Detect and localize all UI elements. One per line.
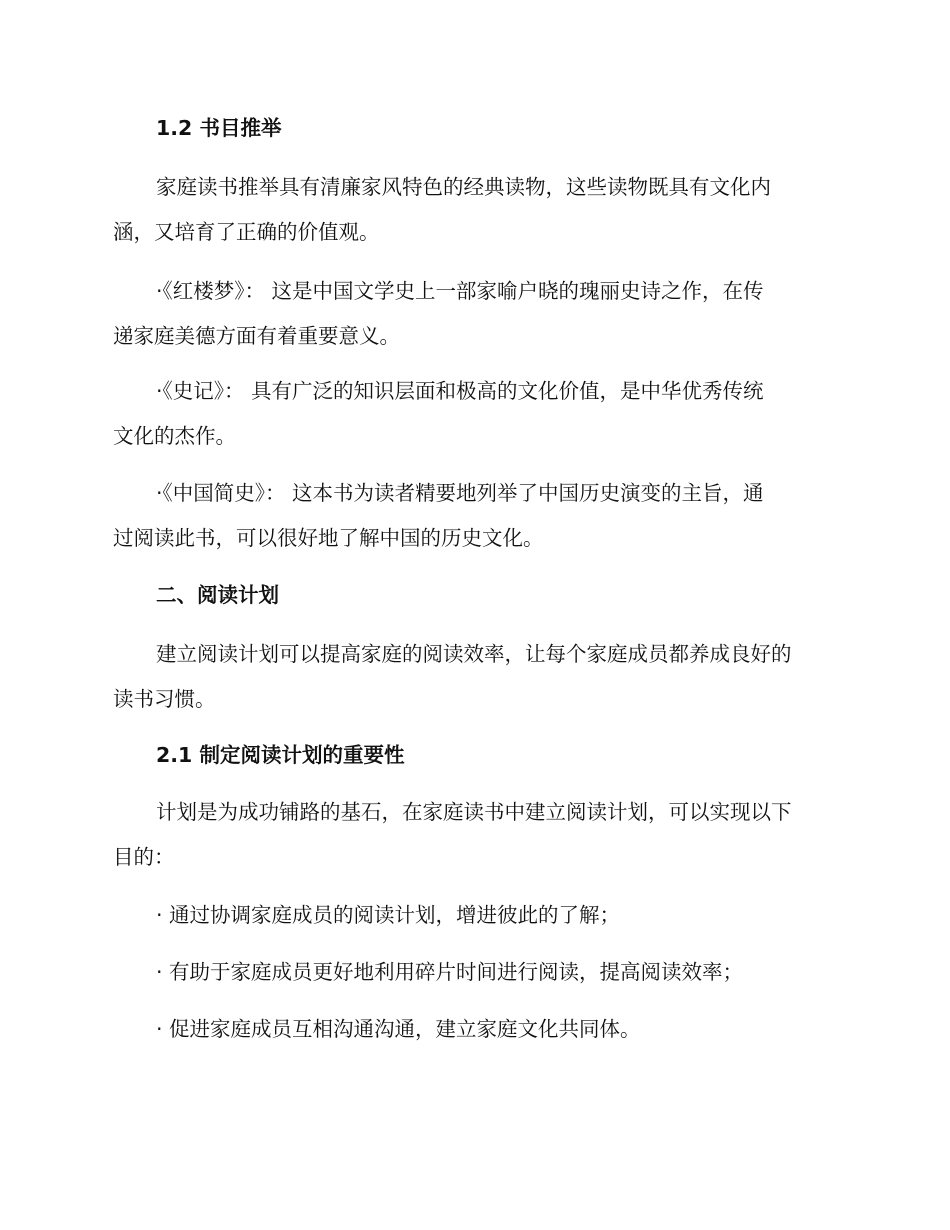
paragraph-line: 目的： xyxy=(113,845,175,869)
list-item: · 通过协调家庭成员的阅读计划，增进彼此的了解； xyxy=(156,903,621,927)
paragraph-line: 涵，又培育了正确的价值观。 xyxy=(113,220,380,244)
book-item-line: ·《史记》： 具有广泛的知识层面和极高的文化价值，是中华优秀传统 xyxy=(156,379,764,403)
paragraph-book-recommendation-intro xyxy=(113,165,833,255)
list-item: · 促进家庭成员互相沟通沟通，建立家庭文化共同体。 xyxy=(156,1017,641,1041)
paragraph-line: 家庭读书推举具有清廉家风特色的经典读物，这些读物既具有文化内 xyxy=(156,175,771,199)
section-heading-2: 二、阅读计划 xyxy=(156,583,279,607)
paragraph-line: 建立阅读计划可以提高家庭的阅读效率，让每个家庭成员都养成良好的 xyxy=(156,642,792,666)
book-item-line: 文化的杰作。 xyxy=(113,424,236,448)
book-item-shiji xyxy=(113,369,833,459)
book-item-line: ·《中国简史》： 这本书为读者精要地列举了中国历史演变的主旨，通 xyxy=(156,481,764,505)
book-item-line: 递家庭美德方面有着重要意义。 xyxy=(113,324,400,348)
book-item-hongloumeng xyxy=(113,269,833,359)
paragraph-line: 读书习惯。 xyxy=(113,687,216,711)
paragraph-plan-importance-intro xyxy=(113,790,833,880)
section-heading-2-1: 2.1 制定阅读计划的重要性 xyxy=(156,743,405,767)
book-item-line: ·《红楼梦》： 这是中国文学史上一部家喻户晓的瑰丽史诗之作，在传 xyxy=(156,279,764,303)
book-item-zhongguo-jianshi xyxy=(113,471,833,561)
paragraph-reading-plan-intro xyxy=(113,632,833,722)
list-item: · 有助于家庭成员更好地利用碎片时间进行阅读，提高阅读效率； xyxy=(156,960,744,984)
section-heading-1-2: 1.2 书目推举 xyxy=(156,116,282,140)
book-item-line: 过阅读此书，可以很好地了解中国的历史文化。 xyxy=(113,526,544,550)
paragraph-line: 计划是为成功铺路的基石，在家庭读书中建立阅读计划，可以实现以下 xyxy=(156,800,792,824)
